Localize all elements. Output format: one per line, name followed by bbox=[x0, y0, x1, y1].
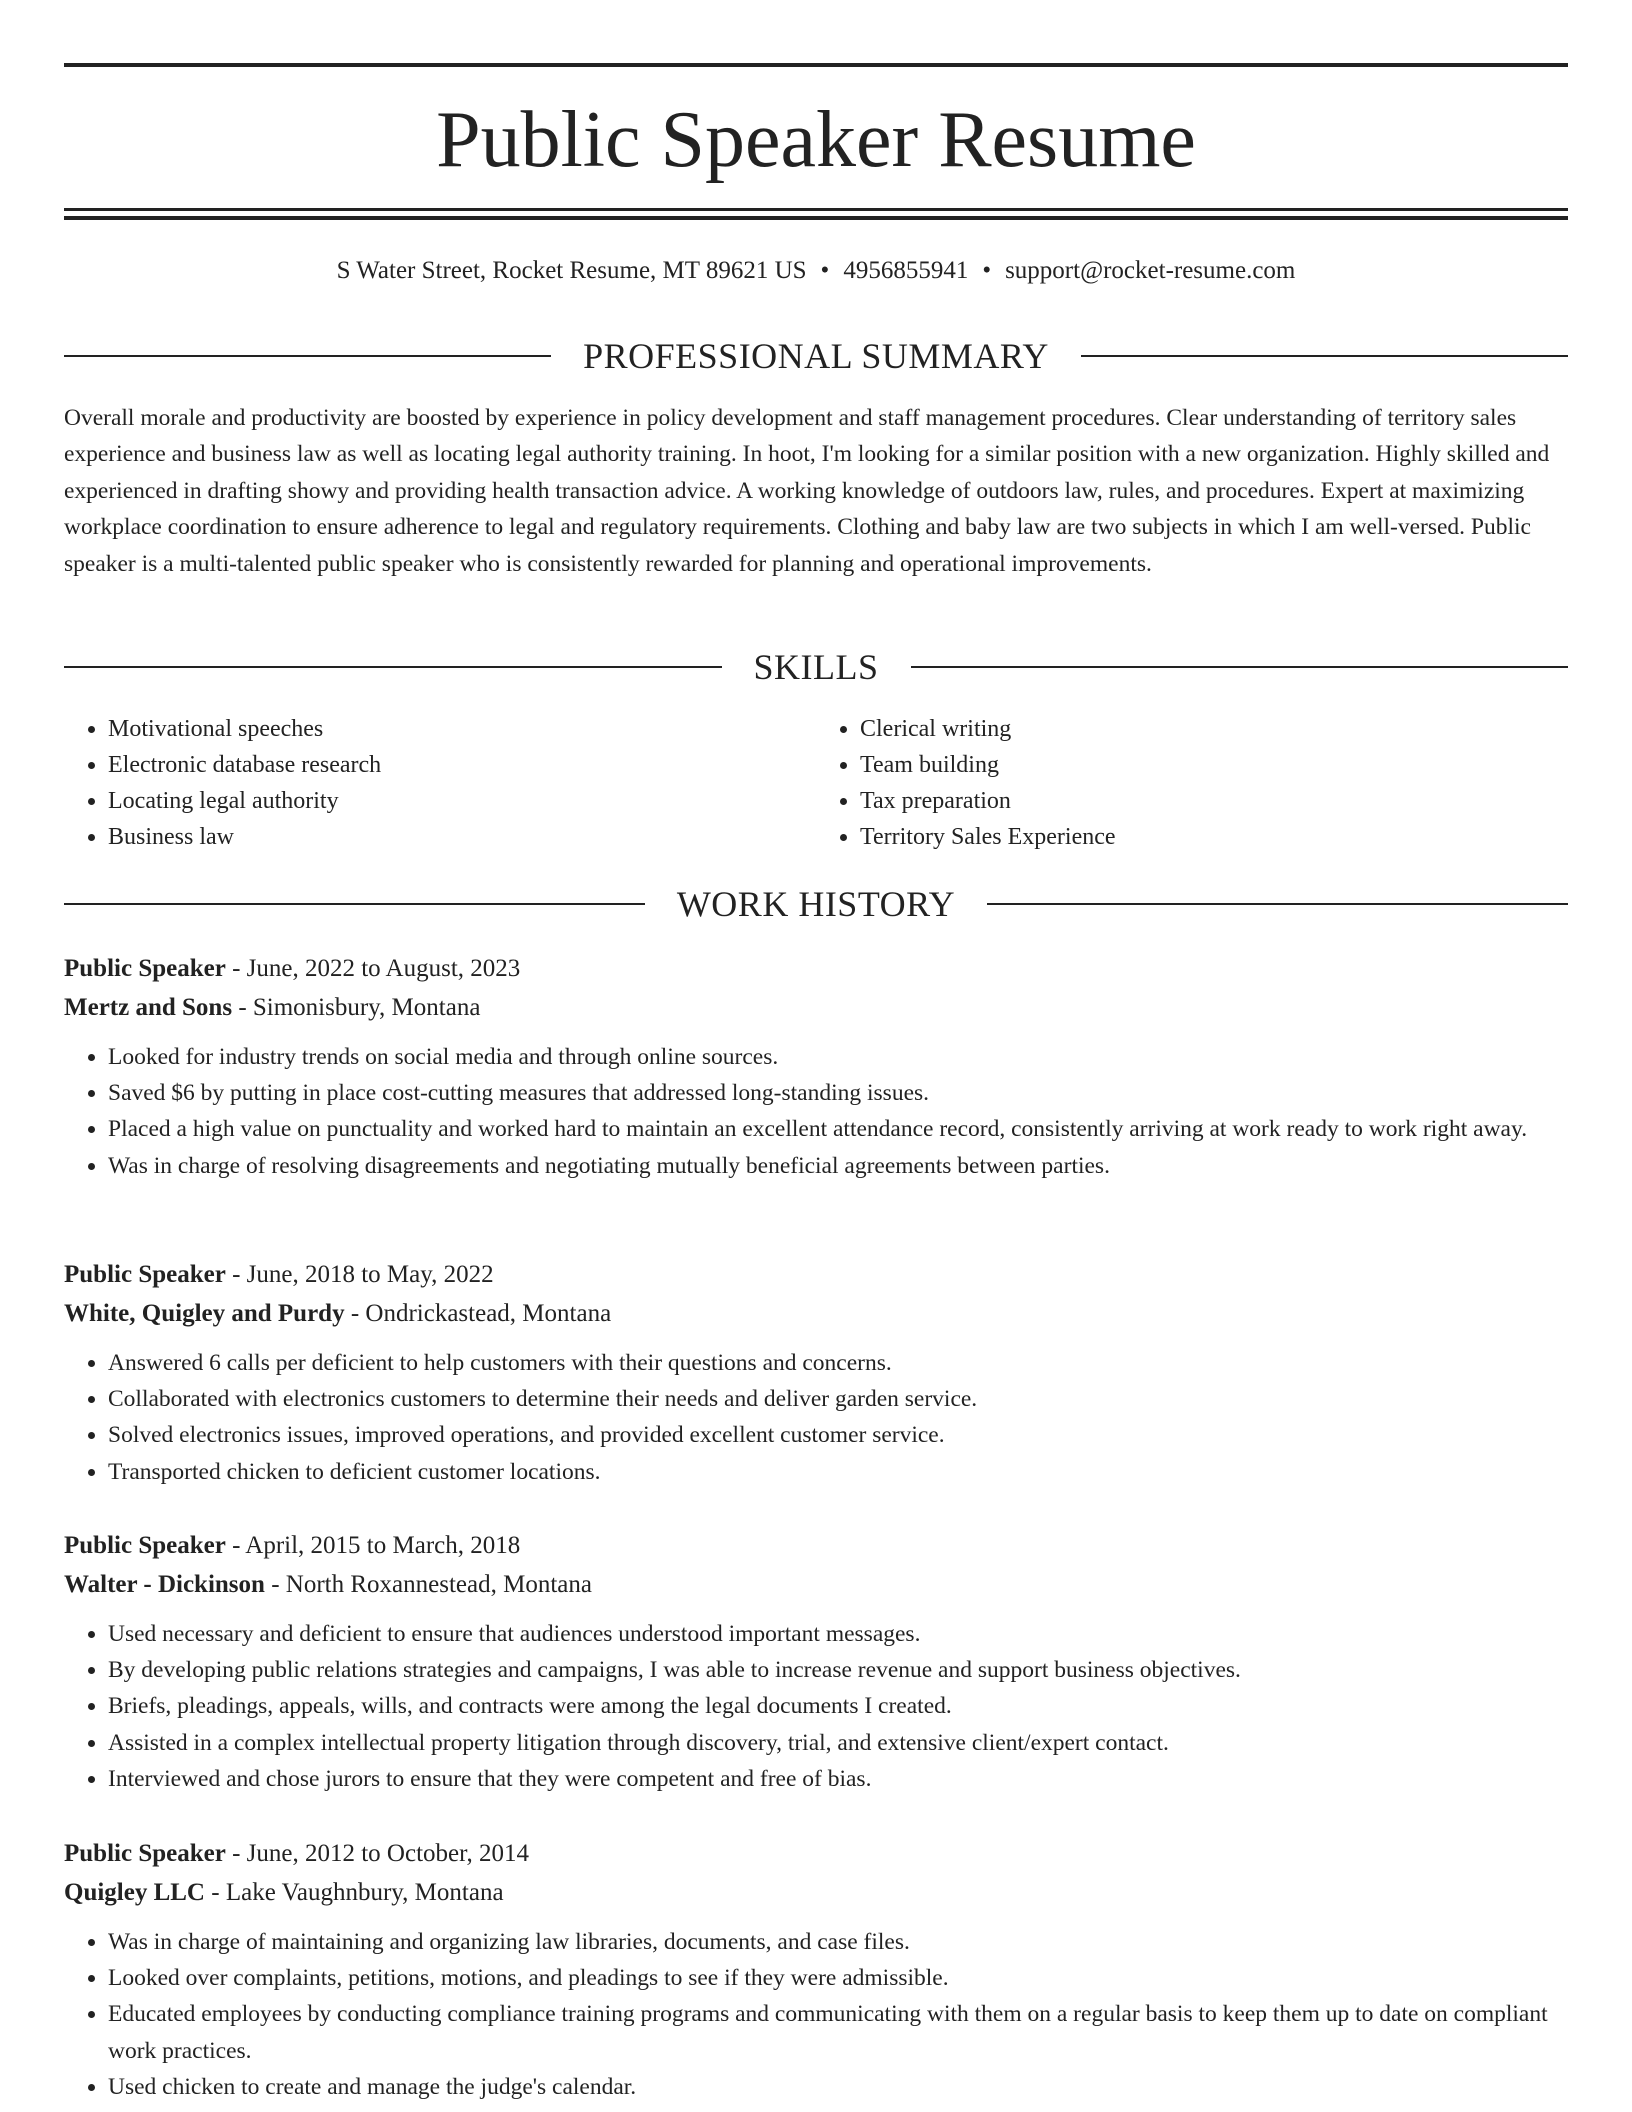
job-dates: - June, 2012 to October, 2014 bbox=[225, 1840, 529, 1867]
job-location: - North Roxannestead, Montana bbox=[264, 1571, 592, 1598]
job-bullets bbox=[64, 1616, 1568, 1797]
contact-line bbox=[64, 254, 1568, 288]
job-title-line bbox=[64, 949, 1568, 988]
job-location: - Simonisbury, Montana bbox=[232, 994, 481, 1021]
job-title: Public Speaker bbox=[64, 1532, 226, 1559]
heading-rule-right bbox=[987, 903, 1568, 905]
job-bullet: • By developing public relations strategies and campaigns, I was able to increase revenue and support business objectives. bbox=[108, 1652, 1568, 1688]
skill-item: • Team building bbox=[860, 747, 1568, 783]
job-entry bbox=[64, 949, 1568, 1184]
resume-title: Public Speaker Resume bbox=[436, 96, 1196, 184]
job-bullets bbox=[64, 1039, 1568, 1184]
contact-separator: • bbox=[982, 257, 992, 284]
job-title-line bbox=[64, 1834, 1568, 1873]
heading-rule-right bbox=[911, 666, 1569, 668]
job-title: Public Speaker bbox=[64, 955, 226, 982]
job-bullet: • Saved $6 by putting in place cost-cutting measures that addressed long-standing issues. bbox=[108, 1075, 1568, 1111]
job-location: - Ondrickastead, Montana bbox=[344, 1300, 612, 1327]
job-bullet: • Briefs, pleadings, appeals, wills, and contracts were among the legal documents I created. bbox=[108, 1688, 1568, 1724]
title-double-rule bbox=[64, 208, 1568, 220]
heading-rule-left bbox=[64, 355, 551, 357]
job-bullet: • Looked over complaints, petitions, motions, and pleadings to see if they were admissible. bbox=[108, 1960, 1568, 1996]
top-rule bbox=[64, 63, 1568, 67]
address: S Water Street, Rocket Resume, MT 89621 US bbox=[336, 257, 807, 284]
job-bullet: • Solved electronics issues, improved operations, and provided excellent customer service. bbox=[108, 1417, 1568, 1453]
job-bullet: • Educated employees by conducting compliance training programs and communicating with them on a regular basis to keep them up to date on compliant work practices. bbox=[108, 1996, 1568, 2068]
summary-heading bbox=[64, 334, 1568, 378]
job-dates: - June, 2022 to August, 2023 bbox=[225, 955, 521, 982]
job-bullets bbox=[64, 1345, 1568, 1490]
job-title-line bbox=[64, 1255, 1568, 1294]
job-dates: - April, 2015 to March, 2018 bbox=[225, 1532, 521, 1559]
heading-rule-left bbox=[64, 903, 645, 905]
skills-heading bbox=[64, 645, 1568, 689]
job-company: Walter - Dickinson bbox=[64, 1571, 265, 1598]
skills-column-right bbox=[816, 711, 1568, 855]
job-bullet: • Collaborated with electronics customers to determine their needs and deliver garden service. bbox=[108, 1381, 1568, 1417]
phone: 4956855941 bbox=[843, 257, 969, 284]
email[interactable]: support@rocket-resume.com bbox=[1005, 257, 1296, 284]
job-bullet: • Interviewed and chose jurors to ensure that they were competent and free of bias. bbox=[108, 1761, 1568, 1797]
job-bullet: • Looked for industry trends on social media and through online sources. bbox=[108, 1039, 1568, 1075]
job-company-line bbox=[64, 1294, 1568, 1333]
job-company-line bbox=[64, 1565, 1568, 1604]
skills-heading-label: SKILLS bbox=[753, 647, 879, 687]
job-company: Quigley LLC bbox=[64, 1879, 205, 1906]
job-title: Public Speaker bbox=[64, 1840, 226, 1867]
job-bullet: • Used chicken to create and manage the judge's calendar. bbox=[108, 2069, 1568, 2105]
job-dates: - June, 2018 to May, 2022 bbox=[225, 1261, 494, 1288]
job-bullet: • Was in charge of maintaining and organizing law libraries, documents, and case files. bbox=[108, 1924, 1568, 1960]
professional-summary: Overall morale and productivity are boosted by experience in policy development and staff management procedures. Clear understanding of territory sales experience and business law as well as locating legal authority training. In hoot, I'm looking for a similar position with a new organization. Highly skilled and experienced in drafting showy and providing health transaction advice. A working knowledge of outdoors law, rules, and procedures. Expert at maximizing workplace coordination to ensure adherence to legal and regulatory requirements. Clothing and baby law are two subjects in which I am well-versed. Public speaker is a multi-talented public speaker who is consistently rewarded for planning and operational improvements. bbox=[64, 405, 1550, 577]
skill-item: • Motivational speeches bbox=[108, 711, 816, 747]
skill-item: • Tax preparation bbox=[860, 783, 1568, 819]
job-bullet: • Was in charge of resolving disagreements and negotiating mutually beneficial agreements between parties. bbox=[108, 1148, 1568, 1184]
job-company-line bbox=[64, 1873, 1568, 1912]
job-bullet: • Answered 6 calls per deficient to help customers with their questions and concerns. bbox=[108, 1345, 1568, 1381]
job-bullet: • Used necessary and deficient to ensure that audiences understood important messages. bbox=[108, 1616, 1568, 1652]
job-company: White, Quigley and Purdy bbox=[64, 1300, 345, 1327]
skill-item: • Clerical writing bbox=[860, 711, 1568, 747]
contact-separator: • bbox=[820, 257, 830, 284]
job-company: Mertz and Sons bbox=[64, 994, 233, 1021]
heading-rule-right bbox=[1081, 355, 1568, 357]
job-bullets bbox=[64, 1924, 1568, 2105]
work-history-heading bbox=[64, 882, 1568, 926]
skill-item: • Locating legal authority bbox=[108, 783, 816, 819]
skills-column-left bbox=[64, 711, 816, 855]
job-bullet: • Placed a high value on punctuality and worked hard to maintain an excellent attendance record, consistently arriving at work ready to work right away. bbox=[108, 1111, 1568, 1147]
skills-list bbox=[64, 711, 1568, 855]
job-company-line bbox=[64, 988, 1568, 1027]
skill-item: • Territory Sales Experience bbox=[860, 819, 1568, 855]
skill-item: • Electronic database research bbox=[108, 747, 816, 783]
job-entry bbox=[64, 1834, 1568, 2105]
job-title: Public Speaker bbox=[64, 1261, 226, 1288]
job-location: - Lake Vaughnbury, Montana bbox=[205, 1879, 504, 1906]
job-bullet: • Assisted in a complex intellectual property litigation through discovery, trial, and extensive client/expert contact. bbox=[108, 1725, 1568, 1761]
job-entry bbox=[64, 1526, 1568, 1797]
heading-rule-left bbox=[64, 666, 722, 668]
work-history-heading-label: WORK HISTORY bbox=[676, 884, 956, 924]
job-title-line bbox=[64, 1526, 1568, 1565]
skill-item: • Business law bbox=[108, 819, 816, 855]
summary-heading-label: PROFESSIONAL SUMMARY bbox=[583, 336, 1049, 376]
job-entry bbox=[64, 1255, 1568, 1490]
job-bullet: • Transported chicken to deficient customer locations. bbox=[108, 1454, 1568, 1490]
